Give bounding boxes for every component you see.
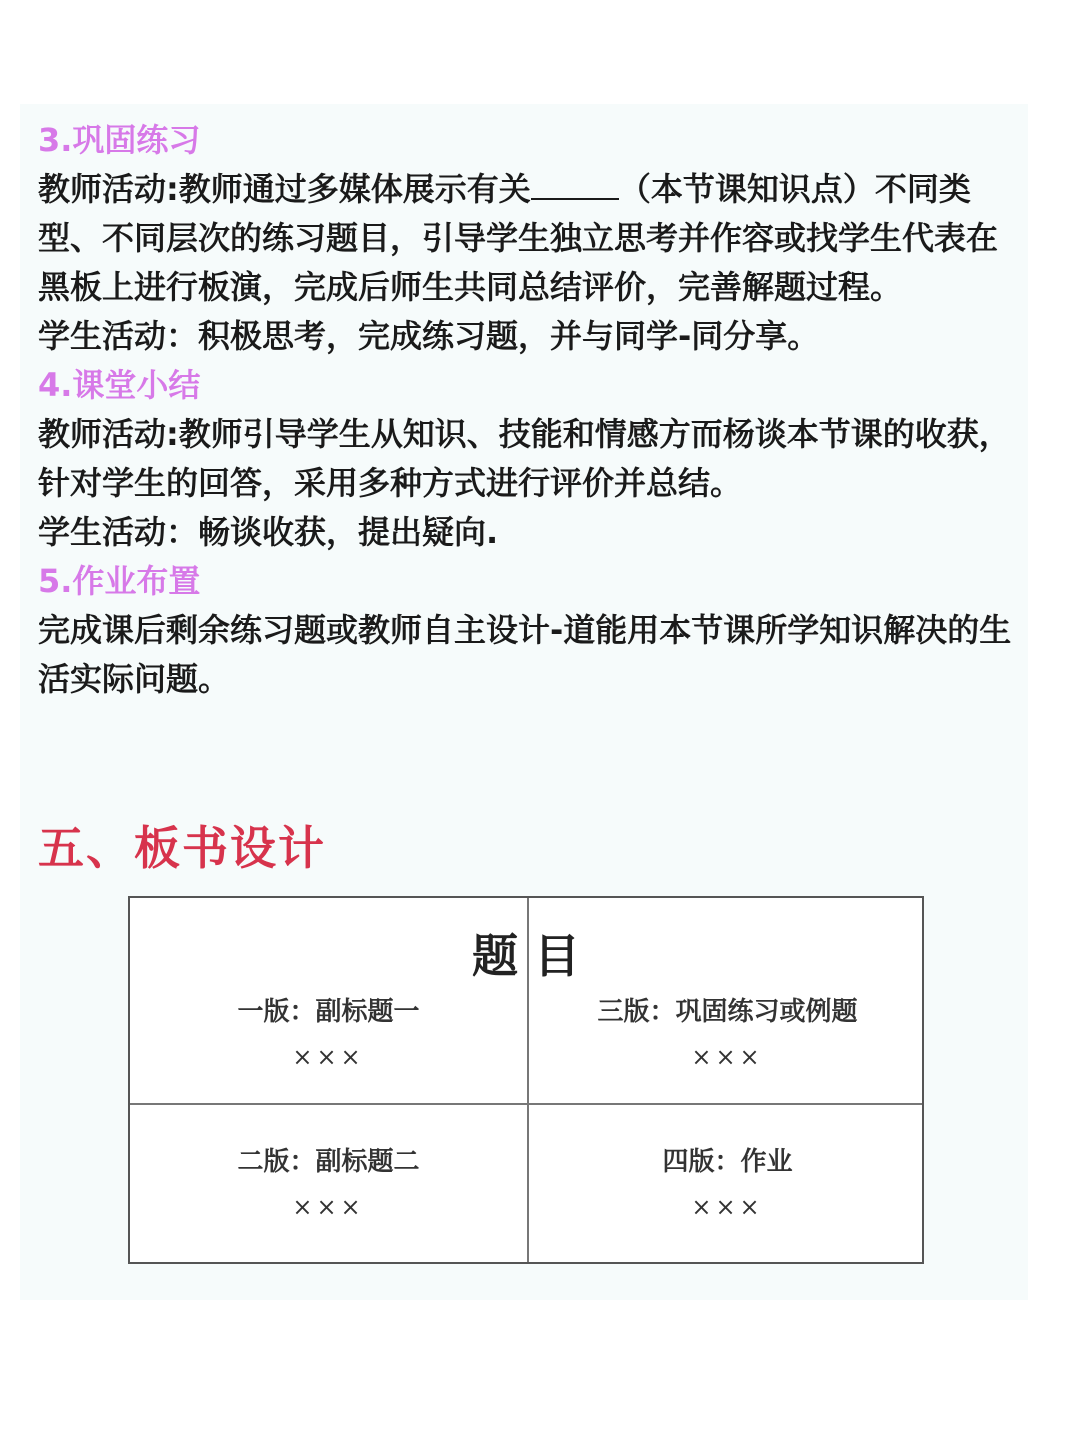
board-cell-placeholder: ×××	[691, 1043, 764, 1071]
fill-in-blank	[531, 170, 619, 200]
lesson-content	[38, 116, 1018, 704]
teacher-activity-practice-part1: 教师活动:教师通过多媒体展示有关	[38, 170, 531, 208]
board-cell-placeholder: ×××	[292, 1043, 365, 1071]
board-cell-label: 四版：作业	[662, 1147, 793, 1177]
student-activity-practice: 学生活动：积极思考，完成练习题，并与同学-同分享。	[38, 317, 820, 355]
board-cell-1	[130, 992, 527, 1072]
teacher-activity-summary: 教师活动:教师引导学生从知识、技能和情感方而杨谈本节课的收获，针对学生的回答，采用多种方式进行评价并总结。	[38, 415, 1011, 502]
board-cell-4	[529, 1142, 926, 1222]
heading-consolidation-practice: 3.巩固练习	[38, 121, 201, 159]
board-cell-3	[529, 992, 926, 1072]
board-cell-placeholder: ×××	[691, 1193, 764, 1221]
board-cell-label: 三版：巩固练习或例题	[597, 997, 858, 1027]
board-cell-placeholder: ×××	[292, 1193, 365, 1221]
board-horizontal-divider	[130, 1103, 922, 1105]
student-activity-summary: 学生活动：畅谈收获，提出疑向.	[38, 513, 499, 551]
board-title: 题目	[472, 929, 596, 983]
teacher-activity-practice-part2: （本节课知识点）不同类型、不同层次的练习题目，引导学生独立思考并作容或找学生代表在黑板上进行板演，完成后师生共同总结评价，完善解题过程。	[38, 170, 999, 306]
heading-class-summary: 4.课堂小结	[38, 366, 201, 404]
blackboard-layout	[128, 896, 924, 1264]
homework-text: 完成课后剩余练习题或教师自主设计-道能用本节课所学知识解决的生活实际问题。	[38, 611, 1012, 698]
board-cell-2	[130, 1142, 527, 1222]
board-cell-label: 一版：副标题一	[237, 997, 420, 1027]
heading-homework: 5.作业布置	[38, 562, 201, 600]
teacher-activity-practice	[38, 165, 1018, 312]
board-design-title: 五、板书设计	[38, 821, 326, 875]
board-cell-label: 二版：副标题二	[237, 1147, 420, 1177]
